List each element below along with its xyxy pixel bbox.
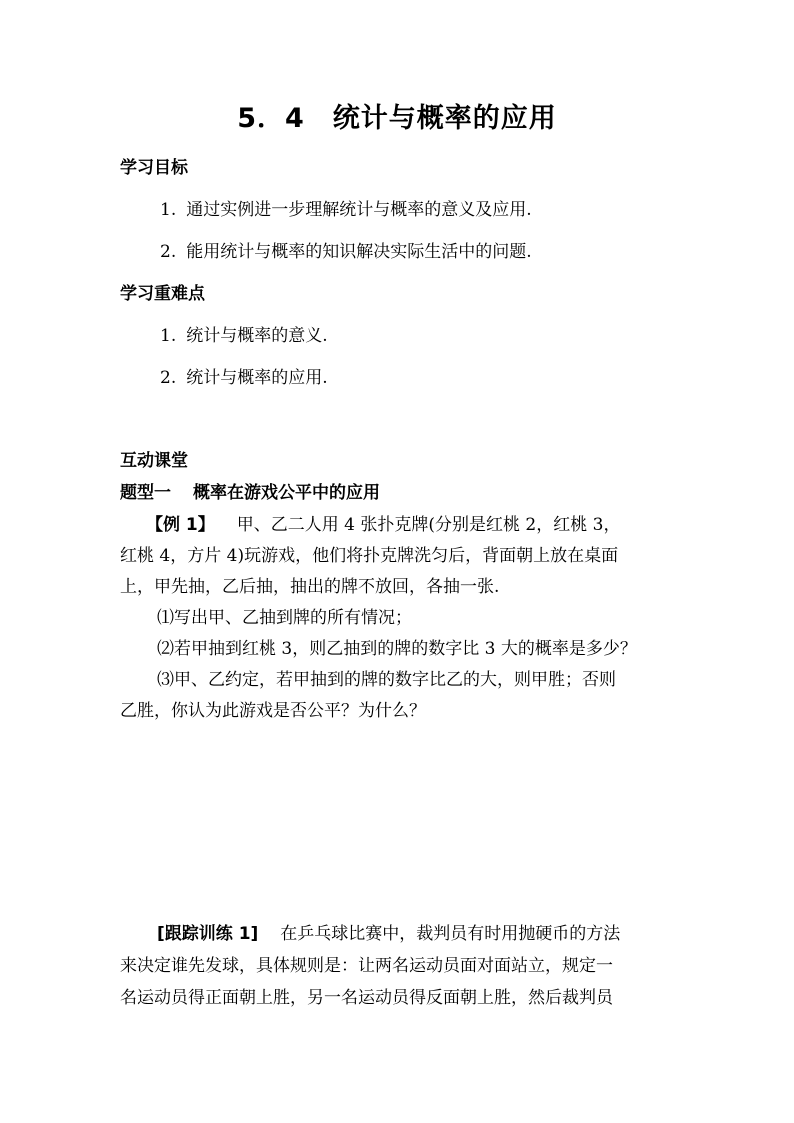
- objective-number: 1.: [160, 200, 177, 220]
- key-point-item: [160, 325, 328, 347]
- objective-text: 能用统计与概率的知识解决实际生活中的问题.: [186, 242, 532, 262]
- objective-number: 2.: [160, 242, 177, 262]
- question-line: ⑶甲、乙约定，若甲抽到的牌的数字比乙的大，则甲胜；否则: [157, 670, 616, 690]
- objectives-heading: 学习目标: [120, 158, 188, 178]
- example-line: 上，甲先抽，乙后抽，抽出的牌不放回，各抽一张.: [120, 577, 500, 597]
- question-type-title: 概率在游戏公平中的应用: [193, 483, 380, 503]
- question-type-heading: [120, 482, 380, 504]
- objective-item: [160, 199, 532, 221]
- example-line: [146, 514, 620, 536]
- classroom-heading: 互动课堂: [120, 451, 188, 471]
- objective-item: [160, 241, 532, 263]
- key-point-number: 2.: [160, 368, 177, 388]
- key-point-item: [160, 367, 328, 389]
- key-point-number: 1.: [160, 326, 177, 346]
- key-point-text: 统计与概率的意义.: [186, 326, 328, 346]
- example-line: 红桃 4，方片 4)玩游戏，他们将扑克牌洗匀后，背面朝上放在桌面: [120, 546, 619, 566]
- question-line: 乙胜，你认为此游戏是否公平？为什么？: [120, 701, 426, 721]
- example-text: 甲、乙二人用 4 张扑克牌(分别是红桃 2，红桃 3，: [236, 515, 621, 535]
- training-line: 名运动员得正面朝上胜，另一名运动员得反面朝上胜，然后裁判员: [120, 988, 613, 1008]
- key-points-heading: 学习重难点: [120, 284, 205, 304]
- question-line: ⑵若甲抽到红桃 3，则乙抽到的牌的数字比 3 大的概率是多少？: [157, 639, 637, 659]
- example-label: 【例 1】: [146, 515, 215, 535]
- question-line: ⑴写出甲、乙抽到牌的所有情况；: [157, 608, 412, 628]
- question-type-label: 题型一: [120, 483, 171, 503]
- training-text: 在乒乓球比赛中，裁判员有时用抛硬币的方法: [280, 924, 621, 944]
- training-line: [157, 923, 620, 945]
- training-label: [跟踪训练 1]: [157, 924, 259, 944]
- key-point-text: 统计与概率的应用.: [186, 368, 328, 388]
- objective-text: 通过实例进一步理解统计与概率的意义及应用.: [186, 200, 532, 220]
- page-title: 5．4 统计与概率的应用: [237, 103, 557, 134]
- training-line: 来决定谁先发球，具体规则是：让两名运动员面对面站立，规定一: [120, 956, 613, 976]
